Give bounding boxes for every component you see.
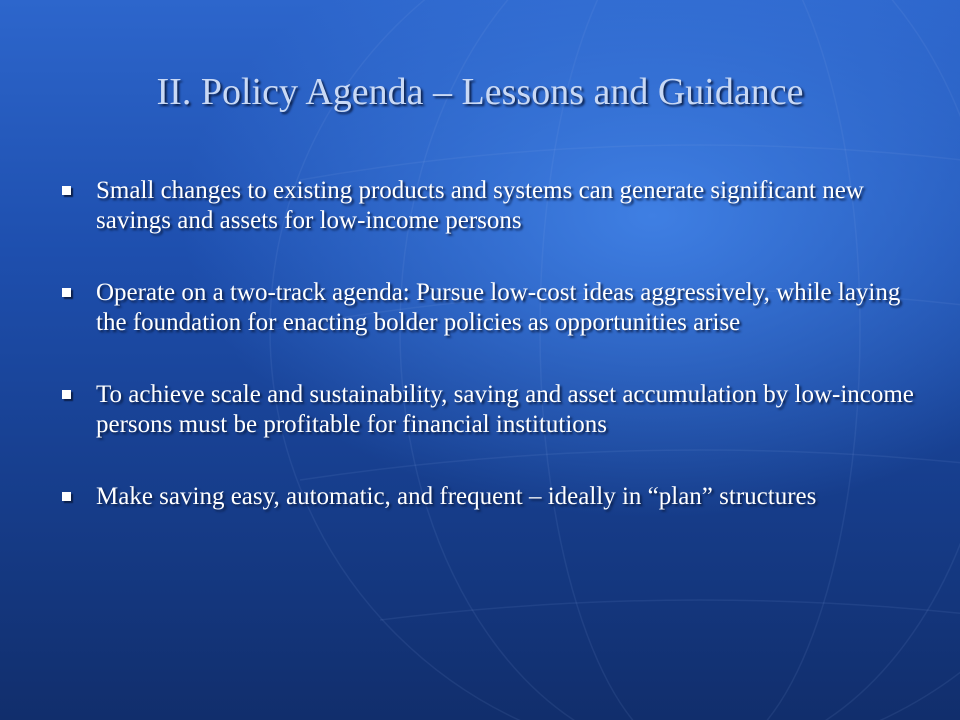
square-bullet-icon: [62, 390, 71, 399]
bullet-item: [60, 482, 920, 512]
square-bullet-icon: [62, 492, 71, 501]
bullet-item: [60, 380, 920, 440]
bullet-text: Small changes to existing products and systems can generate significant new savings and assets for low-income persons: [96, 177, 864, 234]
square-bullet-icon: [62, 186, 71, 195]
bullet-item: [60, 278, 920, 338]
slide-title: II. Policy Agenda – Lessons and Guidance: [156, 71, 804, 113]
bullet-text: Operate on a two-track agenda: Pursue low-cost ideas aggressively, while laying the foundation for enacting bolder policies as opportunities arise: [96, 279, 901, 336]
square-bullet-icon: [62, 288, 71, 297]
bullet-list: [60, 176, 920, 512]
bullet-text: Make saving easy, automatic, and frequent – ideally in “plan” structures: [96, 483, 817, 510]
bullet-item: [60, 176, 920, 236]
bullet-text: To achieve scale and sustainability, saving and asset accumulation by low-income persons must be profitable for financial institutions: [96, 381, 914, 438]
